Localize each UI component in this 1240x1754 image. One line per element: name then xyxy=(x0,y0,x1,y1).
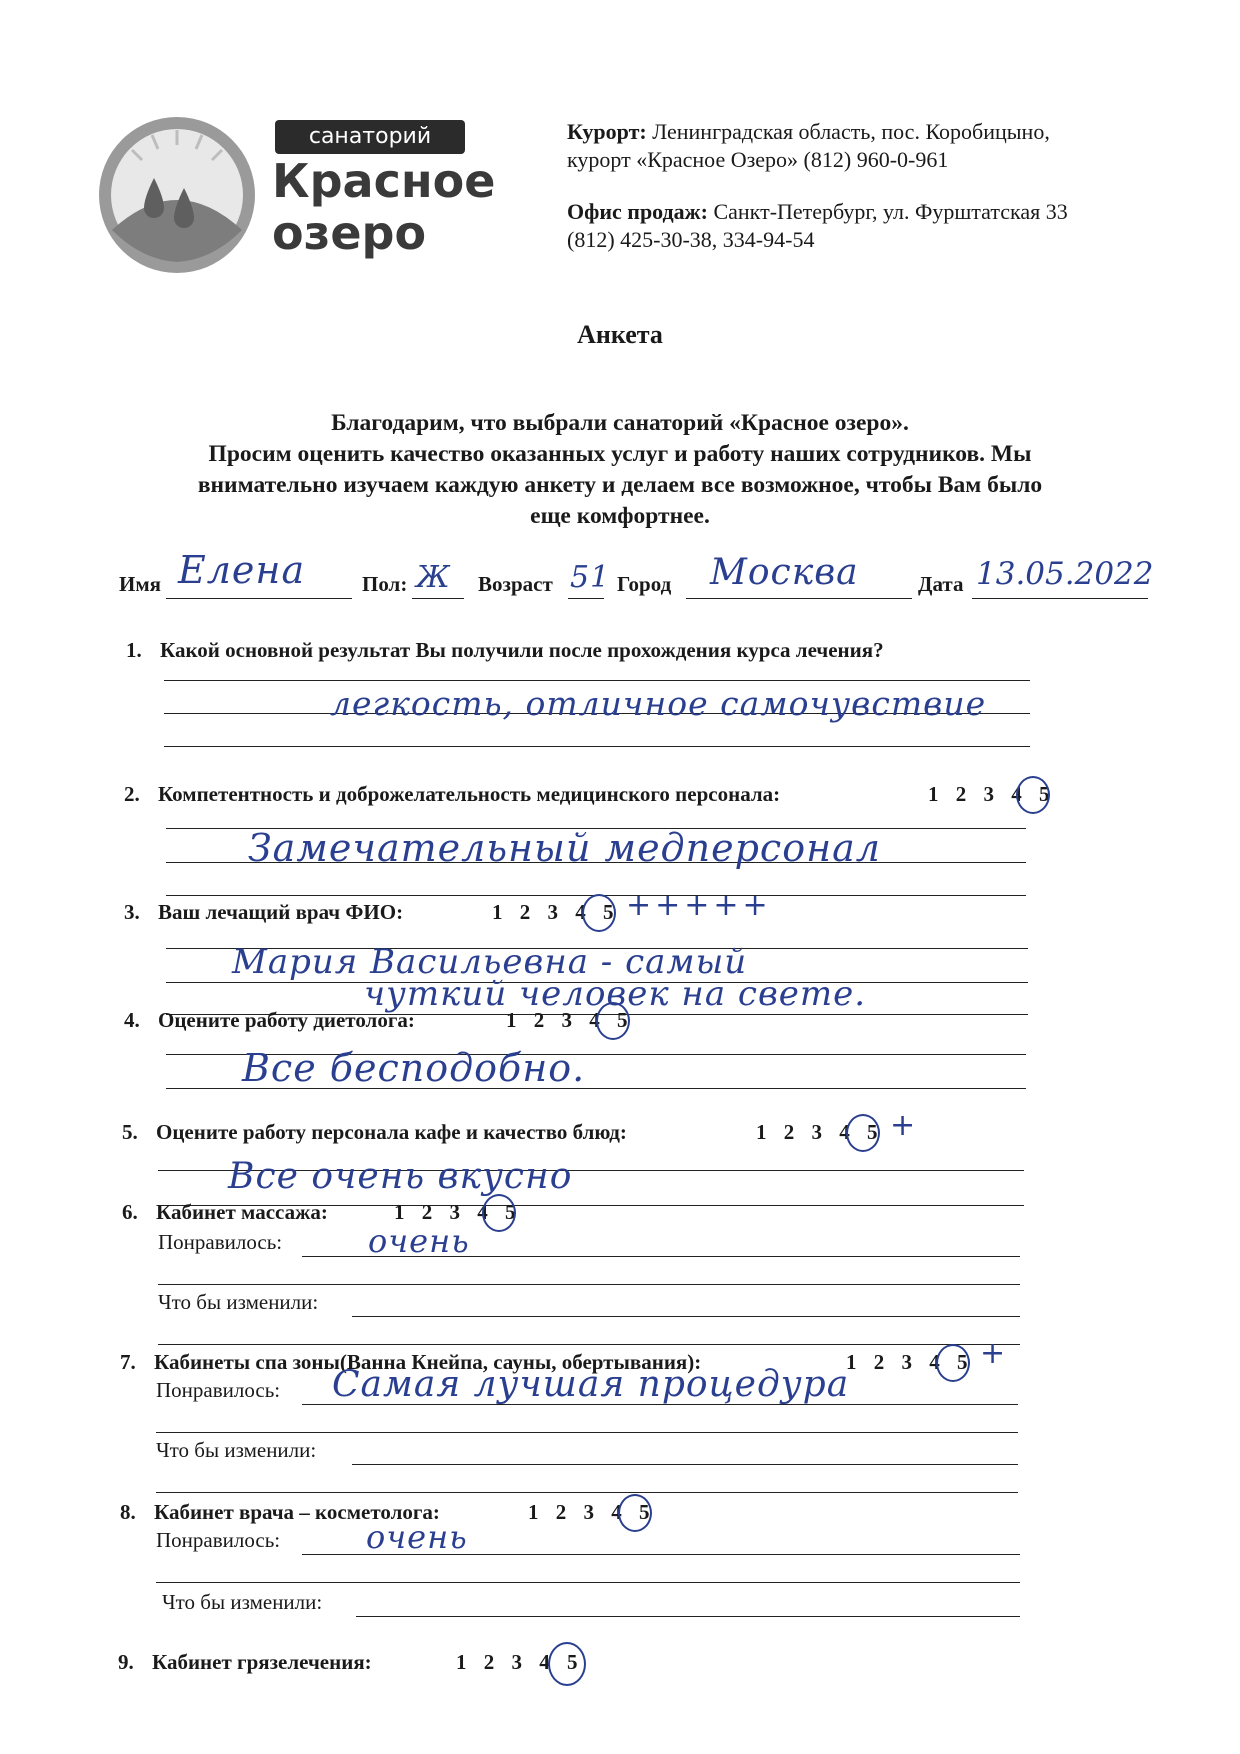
logo-name-line1: Красное xyxy=(272,154,496,208)
question-6-number: 6. xyxy=(122,1200,138,1224)
question-4 xyxy=(124,1008,415,1033)
question-5-answer[interactable]: Все очень вкусно xyxy=(228,1156,573,1197)
sex-value[interactable]: Ж xyxy=(416,560,451,595)
question-7-liked-label: Понравилось: xyxy=(156,1378,281,1402)
question-8-text: Кабинет врача – косметолога: xyxy=(154,1500,440,1524)
intro-line3: внимательно изучаем каждую анкету и делаем все возможное, чтобы Вам было xyxy=(197,472,1043,498)
question-9-number: 9. xyxy=(118,1650,134,1674)
age-value[interactable]: 51 xyxy=(570,560,611,595)
resort-line1: Ленинградская область, пос. Коробицыно, xyxy=(652,119,1050,144)
question-2-text: Компетентность и доброжелательность медицинского персонала: xyxy=(158,782,781,806)
question-5-number: 5. xyxy=(122,1120,138,1144)
age-label: Возраст xyxy=(478,572,553,596)
question-3-selected-circle xyxy=(582,894,616,932)
question-3-extra-marks: +++++ xyxy=(626,888,772,923)
question-5-text: Оцените работу персонала кафе и качество блюд: xyxy=(156,1120,627,1144)
page-title: Анкета xyxy=(577,320,663,349)
question-2-selected-circle xyxy=(1016,776,1050,814)
logo-name-line2: озеро xyxy=(272,206,427,260)
question-1 xyxy=(126,638,884,663)
resort-line2: курорт «Красное Озеро» (812) 960-0-961 xyxy=(567,147,949,172)
question-3-number: 3. xyxy=(124,900,140,924)
question-4-number: 4. xyxy=(124,1008,140,1032)
question-4-scale[interactable]: 1 2 3 4 5 xyxy=(506,1008,634,1032)
question-6-liked-value[interactable]: очень xyxy=(368,1222,470,1260)
question-5-scale[interactable]: 1 2 3 4 5 xyxy=(756,1120,884,1144)
logo-badge: санаторий xyxy=(275,120,465,154)
question-7-scale[interactable]: 1 2 3 4 5 xyxy=(846,1350,974,1374)
question-3-answer-line2[interactable]: чуткий человек на свете. xyxy=(364,974,867,1014)
intro-line1: Благодарим, что выбрали санаторий «Красное озеро». xyxy=(331,410,909,436)
date-value[interactable]: 13.05.2022 xyxy=(976,556,1154,592)
city-label: Город xyxy=(617,572,672,596)
office-line1: Санкт-Петербург, ул. Фурштатская 33 xyxy=(713,199,1068,224)
question-6 xyxy=(122,1200,328,1225)
question-6-change-label: Что бы изменили: xyxy=(158,1290,319,1314)
question-7-selected-circle xyxy=(936,1344,970,1382)
question-6-liked-label: Понравилось: xyxy=(158,1230,283,1254)
question-8-scale[interactable]: 1 2 3 4 5 xyxy=(528,1500,656,1524)
question-4-text: Оцените работу диетолога: xyxy=(158,1008,415,1032)
question-3 xyxy=(124,900,403,925)
question-1-text: Какой основной результат Вы получили после прохождения курса лечения? xyxy=(160,638,884,662)
sex-label: Пол: xyxy=(362,572,408,596)
contacts xyxy=(567,118,1068,254)
question-4-answer[interactable]: Все бесподобно. xyxy=(242,1046,586,1090)
office-label: Офис продаж: xyxy=(567,199,708,224)
question-5 xyxy=(122,1120,627,1145)
question-9-selected-circle xyxy=(548,1642,586,1686)
question-6-selected-circle xyxy=(482,1194,516,1232)
question-8-change-label: Что бы изменили: xyxy=(162,1590,323,1614)
question-9-text: Кабинет грязелечения: xyxy=(152,1650,372,1674)
question-3-text: Ваш лечащий врач ФИО: xyxy=(158,900,404,924)
question-8-number: 8. xyxy=(120,1500,136,1524)
question-7-change-label: Что бы изменили: xyxy=(156,1438,317,1462)
question-7-text: Кабинеты спа зоны(Ванна Кнейпа, сауны, обертывания): xyxy=(154,1350,702,1374)
question-2-number: 2. xyxy=(124,782,140,806)
question-3-scale[interactable]: 1 2 3 4 5 xyxy=(492,900,620,924)
question-6-text: Кабинет массажа: xyxy=(156,1200,328,1224)
logo xyxy=(92,110,512,280)
question-7-extra-marks: + xyxy=(980,1336,1006,1371)
question-9 xyxy=(118,1650,372,1675)
question-2 xyxy=(124,782,780,807)
question-1-number: 1. xyxy=(126,638,142,662)
question-2-scale[interactable]: 1 2 3 4 5 xyxy=(928,782,1056,806)
name-label: Имя xyxy=(119,572,161,596)
question-1-answer[interactable]: легкость, отличное самочувствие xyxy=(330,684,987,723)
question-6-scale[interactable]: 1 2 3 4 5 xyxy=(394,1200,522,1224)
intro-line4: еще комфортнее. xyxy=(530,503,710,529)
question-5-extra-marks: + xyxy=(890,1108,916,1143)
intro-line2: Просим оценить качество оказанных услуг и работу наших сотрудников. Мы xyxy=(208,441,1032,467)
name-value[interactable]: Елена xyxy=(178,548,306,592)
office-line2: (812) 425-30-38, 334-94-54 xyxy=(567,227,815,252)
date-label: Дата xyxy=(918,572,964,596)
question-7-number: 7. xyxy=(120,1350,136,1374)
question-9-scale[interactable]: 1 2 3 4 5 xyxy=(456,1650,584,1674)
question-3-answer-line1[interactable]: Мария Васильевна - самый xyxy=(232,942,748,982)
question-8-liked-value[interactable]: очень xyxy=(366,1518,468,1556)
question-8-liked-label: Понравилось: xyxy=(156,1528,281,1552)
intro xyxy=(0,408,1240,532)
question-8-selected-circle xyxy=(618,1494,652,1532)
resort-label: Курорт: xyxy=(567,119,647,144)
question-5-selected-circle xyxy=(846,1114,880,1152)
question-2-answer[interactable]: Замечательный медперсонал xyxy=(248,826,881,870)
question-4-selected-circle xyxy=(596,1002,630,1040)
logo-emblem-icon xyxy=(92,110,262,280)
city-value[interactable]: Москва xyxy=(710,552,859,593)
question-7-liked-value[interactable]: Самая лучшая процедура xyxy=(332,1364,850,1405)
